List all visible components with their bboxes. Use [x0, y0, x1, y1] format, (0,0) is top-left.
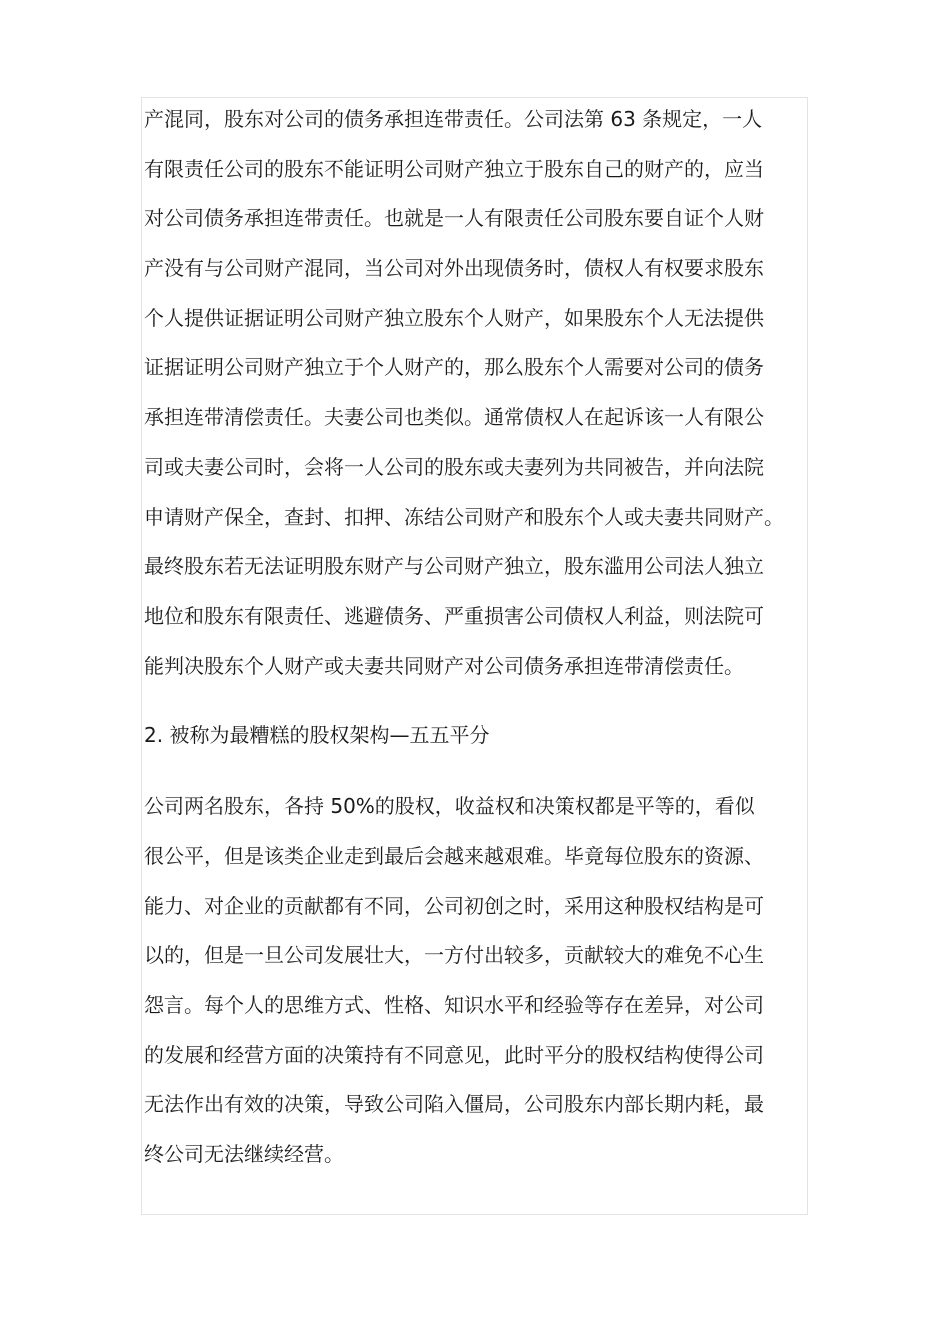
paragraph-equal-equity: [144, 782, 816, 1180]
text-line: 个人提供证据证明公司财产独立股东个人财产，如果股东个人无法提供: [144, 305, 764, 330]
text-line: 承担连带清偿责任。夫妻公司也类似。通常债权人在起诉该一人有限公: [144, 405, 764, 430]
text-line: 产混同，股东对公司的债务承担连带责任。公司法第 63 条规定，一人: [144, 107, 763, 131]
section-heading: 2. 被称为最糟糕的股权架构—五五平分: [144, 723, 490, 748]
text-line: 最终股东若无法证明股东财产与公司财产独立，股东滥用公司法人独立: [144, 554, 764, 579]
text-line: 很公平，但是该类企业走到最后会越来越艰难。毕竟每位股东的资源、: [144, 843, 764, 868]
text-line: 的发展和经营方面的决策持有不同意见，此时平分的股权结构使得公司: [144, 1042, 764, 1067]
text-line: 能判决股东个人财产或夫妻共同财产对公司债务承担连带清偿责任。: [144, 653, 744, 678]
text-line: 证据证明公司财产独立于个人财产的，那么股东个人需要对公司的债务: [144, 355, 764, 380]
text-line: 怨言。每个人的思维方式、性格、知识水平和经验等存在差异，对公司: [144, 993, 764, 1017]
text-line: 能力、对企业的贡献都有不同，公司初创之时，采用这种股权结构是可: [144, 893, 764, 918]
text-line: 司或夫妻公司时，会将一人公司的股东或夫妻列为共同被告，并向法院: [144, 454, 764, 479]
text-line: 对公司债务承担连带责任。也就是一人有限责任公司股东要自证个人财: [144, 206, 764, 231]
text-line: 申请财产保全，查封、扣押、冻结公司财产和股东个人或夫妻共同财产。: [144, 504, 784, 529]
text-line: 终公司无法继续经营。: [144, 1142, 344, 1167]
paragraph-shareholder-liability: [144, 95, 816, 691]
text-line: 以的，但是一旦公司发展壮大，一方付出较多，贡献较大的难免不心生: [144, 943, 764, 968]
text-line: 有限责任公司的股东不能证明公司财产独立于股东自己的财产的，应当: [144, 156, 764, 181]
text-line: 无法作出有效的决策，导致公司陷入僵局，公司股东内部长期内耗，最: [144, 1092, 764, 1117]
text-line: 地位和股东有限责任、逃避债务、严重损害公司债权人利益，则法院可: [144, 603, 764, 628]
document-body: [144, 95, 816, 1180]
text-line: 产没有与公司财产混同，当公司对外出现债务时，债权人有权要求股东: [144, 256, 764, 281]
text-line: 公司两名股东，各持 50%的股权，收益权和决策权都是平等的，看似: [144, 794, 755, 819]
